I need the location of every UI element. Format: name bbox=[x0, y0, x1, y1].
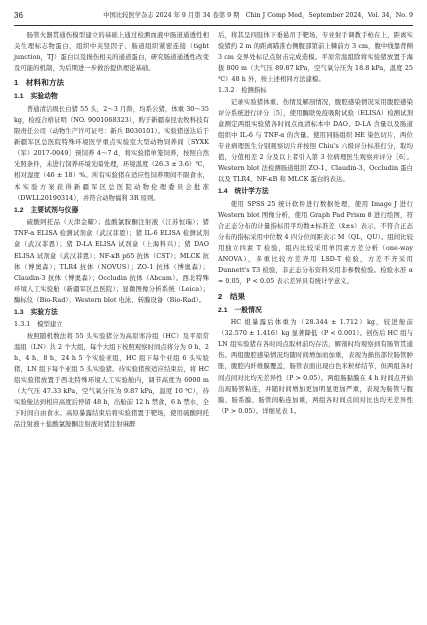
animals-paragraph: 普通清洁级长白猪 55 头，2～3 月龄，均系公猪，体重 30～35 kg，检疫合格证明（NO. 9001068323），购于新疆泰昆农牧科技有限责任公司（动物生产许可证号：新兵 B030101）。实验猪送达后于新疆军区总医院特殊环境医学重点实验室大型动物饲养间［SYXK（军）2017-0049］预饲养 4～7 d，将实验猪单笼饲养，按照自然光照条件，未进行饲养环境光暗处理，环境温度（26.3 ± 3.6）℃，相对湿度（46 ± 18）%。所有实验猪在适应性饲养期间不限食水，本实验方案获得新疆军区总医院动物伦理委员会批准（DWLL20190314），并符合动物福利 3R 原则。 bbox=[14, 105, 209, 202]
indicators-paragraph: 记录实验猪体重、伤情及解剖情况，腹腔感染情况采用腹腔感染评分系统进行评分［5］，使用酶联免疫吸附试验（ELISA）检测试剂盒测定两组实验猪各时间点血清标本中 DAO、D-LA 含量以及肠道组织中 IL-6 与 TNF-α 的含量。使用同肠组织 HE 染色切片，两位专业病理医生分别观察切片并按照 Chiu's 六级评分标准打分，取均值，分值相差 2 分及以上者引入第 3 位病理医生观察并评分［6］。Western blot 法检测肠道组织 ZO-1、Claudin-3、Occludin 蛋白以及 TLR4、NF-κB 和 MLCK 蛋白的表达。 bbox=[218, 98, 413, 184]
statistics-paragraph: 使用 SPSS 25 统计软件进行数据处理，使用 Image J 进行 Western blot 图像分析，使用 Graph Pad Prism 8 进行绘图，符合正态分布的计量指标用平均数±标准差（x̄±s）表示，不符合正态分布的指标采用中位数 4 四分位间距表示 M（QL，QU）。组间比较用独立四素 T 检验，组内比较采用单因素方差分析（one-way ANOVA），多重比较方差齐用 LSD-T 检验，方差不齐采用 Dunnett's T3 检验，非正态分布资料采用非参数检验。检验水准 α = 0.05，P < 0.05 表示差异具有统计学意义。 bbox=[218, 200, 413, 286]
section-heading-materials-methods: 1 材料和方法 bbox=[14, 78, 65, 88]
intro-paragraph: 肠管火器贯通伤模型建立的基础上通过检测血液中肠道通透性相关生理标志物蛋白，组织中夹竖因子、肠道组织紧密连接（tight junction，TJ）蛋白以及损伤相关的通道蛋白，研究肠道通透性改变及可能的机制，为后期进一步救治提供理论基础。 bbox=[14, 32, 209, 73]
left-column bbox=[14, 30, 209, 430]
page-header bbox=[14, 8, 413, 24]
subsection-heading-methods: 1.3 实验方法 bbox=[14, 308, 58, 316]
subsection-heading-reagents: 1.2 主要试剂与仪器 bbox=[14, 206, 79, 214]
journal-running-title: 中国比较医学杂志 2024 年 9 月第 34 卷第 9 期 Chin J Comp Med，September 2024，Vol. 34，No. 9 bbox=[103, 12, 413, 19]
right-column bbox=[218, 30, 413, 417]
subsection-heading-animals: 1.1 实验动物 bbox=[14, 93, 58, 101]
section-heading-results: 2 结果 bbox=[218, 291, 246, 301]
general-results-paragraph: HC 组暴露后体重为（28.344 ± 1.712）kg，较进舱前（32.570 ± 1.416）kg 显著降低（P < 0.001）。创伤后 HC 组与 LN 组实验猪在各时间点取材前均存活，解剖时均观察到有肠管贯通伤。两组腹腔感染情况均随时间增加而加重，表现为损伤部位肠管肿胀，腹腔内纤维膜覆盖，肠管表面出现白色米粒样结节，但两组各时间点间对比均无差异性（P > 0.05）。两组肠黏膜在 4 h 时间点开始出现肠管粘连，并随时间增加更加明显更加严重，表现为肠管与腹膜、肠系膜、肠管间粘连加重，两组各时间点间对比也均无差异性（P > 0.05）。详细见表 1。 bbox=[218, 319, 413, 415]
model-paragraph: 按照随机数法将 55 头实验猪分为高原寒冷组（HC）及平原常温组（LN）共 2 个大组，每个大组下按照观察时间点将分为 0 h、2 h、4 h、8 h、24 h 5 个实验亚组，HC 组下每个亚组 6 头实验猪，LN 组下每个亚组 5 头实验猪。待实验猪预适应结束后，将 HC 组实验猪放置于西北特殊环境人工实验舱内，调节高度为 6000 m（大气压 47.33 kPa，空气氧分压为 9.87 kPa，温度 10 ℃），待实验舱达到相应高度后停留 48 h，出舱前 12 h 禁食，6 h 禁水，全下时间自由食水。高原暴露结束后将实验猪置于靶场，使用硫酸阿托品注射液＋盐酸氯胺酮注射液对猪注射麻醉 bbox=[14, 332, 209, 429]
subsection-heading-statistics: 1.4 统计学方法 bbox=[218, 188, 269, 196]
subsubsection-heading-model: 1.3.1 模型建立 bbox=[14, 320, 63, 329]
subsection-heading-general: 2.1 一般情况 bbox=[218, 306, 262, 314]
subsubsection-heading-indicators: 1.3.2 检测指标 bbox=[218, 86, 267, 95]
reagents-paragraph: 硫酸阿托品（天津金耀）；盐酸氯胺酮注射液（江苏恒瑞）；猪 TNF-α ELISA 检测试剂盒（武汉菲恩）；猪 IL-6 ELISA 检测试剂盒（武汉菲恩）；猪 D-LA ELISA 试剂盒（上海科兴）；猪 DAO ELISA 试剂盒（武汉菲恩）；NF-κB p65 抗体（CST）；MLCK 抗体（博奥森）；TLR4 抗体（NOVUS）；ZO-1 抗体（博奥森）；Claudin-3 抗体（博奥森）；Occludin 抗体（Abcam）。西北特殊环境人工实验舱（新疆军区总医院）；显微图像分析系统（Leica）；酶标仪（Bio-Rad）；Western blot 电泳、转膜设备（Bio-Rad）。 bbox=[14, 219, 209, 304]
model-continuation-paragraph: 后，将其呈四肢体下垂悬吊于靶场，专业射手调教手枪在上，距离实验猪约 2 m 的距离瞄准右侧腹部第前上棘前方 3 cm，腹中线靠背侧 3 cm 交界处标记点射击完成造模。平原常温组除将实验猪放置于海拔 800 m（大气压 89.87 kPa，空气氧分压为 18.8 kPa，温度 25 ℃）48 h 外，按上述相同方法建模。 bbox=[218, 32, 413, 84]
page-number: 36 bbox=[14, 11, 23, 20]
header-rule bbox=[14, 25, 413, 26]
